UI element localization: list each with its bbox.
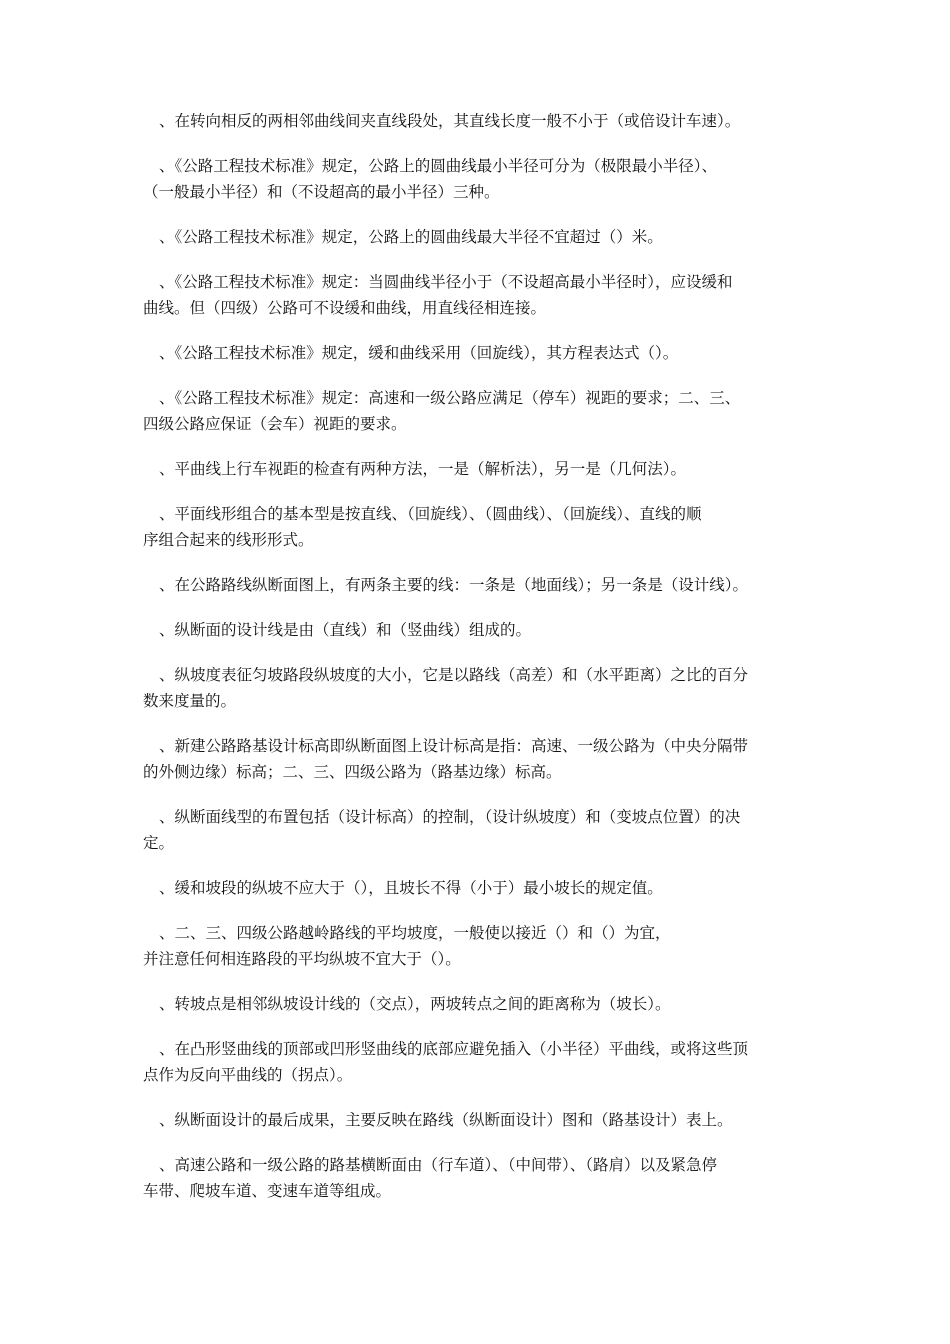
paragraph-line: 、平曲线上行车视距的检查有两种方法，一是（解析法），另一是（几何法）。: [159, 460, 687, 478]
paragraph-line: 、新建公路路基设计标高即纵断面图上设计标高是指：高速、一级公路为（中央分隔带: [159, 737, 749, 755]
paragraph-line: 、在转向相反的两相邻曲线间夹直线段处，其直线长度一般不小于（或倍设计车速）。: [159, 112, 741, 130]
paragraph-16: [143, 991, 818, 1017]
paragraph-line: 、缓和坡段的纵坡不应大于（），且坡长不得（小于）最小坡长的规定值。: [159, 879, 663, 897]
paragraph-15: [143, 920, 818, 972]
document-body: [143, 108, 818, 1223]
paragraph-line: 、纵坡度表征匀坡路段纵坡度的大小，它是以路线（高差）和（水平距离）之比的百分: [159, 666, 749, 684]
paragraph-line: 、《公路工程技术标准》规定，缓和曲线采用（回旋线），其方程表达式（）。: [159, 344, 679, 362]
paragraph-13: [143, 804, 818, 856]
paragraph-5: [143, 340, 818, 366]
paragraph-line: 数来度量的。: [143, 692, 237, 710]
paragraph-14: [143, 875, 818, 901]
paragraph-19: [143, 1152, 818, 1204]
paragraph-line: 、《公路工程技术标准》规定：高速和一级公路应满足（停车）视距的要求；二、三、: [159, 389, 741, 407]
paragraph-line: 、平面线形组合的基本型是按直线、（回旋线）、（圆曲线）、（回旋线）、直线的顺: [159, 505, 702, 523]
paragraph-line: 并注意任何相连路段的平均纵坡不宜大于（）。: [143, 950, 461, 968]
paragraph-2: [143, 153, 818, 205]
paragraph-11: [143, 662, 818, 714]
paragraph-line: 、《公路工程技术标准》规定，公路上的圆曲线最大半径不宜超过（）米。: [159, 228, 663, 246]
paragraph-line: 、转坡点是相邻纵坡设计线的（交点），两坡转点之间的距离称为（坡长）。: [159, 995, 671, 1013]
paragraph-line: 的外侧边缘）标高；二、三、四级公路为（路基边缘）标高。: [143, 763, 562, 781]
paragraph-line: 、纵断面的设计线是由（直线）和（竖曲线）组成的。: [159, 621, 532, 639]
paragraph-line: 车带、爬坡车道、变速车道等组成。: [143, 1182, 392, 1200]
paragraph-9: [143, 572, 818, 598]
paragraph-line: 序组合起来的线形形式。: [143, 531, 314, 549]
paragraph-line: 曲线。但（四级）公路可不设缓和曲线，用直线径相连接。: [143, 299, 547, 317]
paragraph-6: [143, 385, 818, 437]
paragraph-line: 、纵断面线型的布置包括（设计标高）的控制，（设计纵坡度）和（变坡点位置）的决: [159, 808, 741, 826]
paragraph-12: [143, 733, 818, 785]
paragraph-line: 定。: [143, 834, 175, 852]
paragraph-4: [143, 269, 818, 321]
paragraph-line: 、二、三、四级公路越岭路线的平均坡度，一般使以接近（）和（）为宜，: [159, 924, 671, 942]
paragraph-line: 四级公路应保证（会车）视距的要求。: [143, 415, 407, 433]
paragraph-line: 、纵断面设计的最后成果，主要反映在路线（纵断面设计）图和（路基设计）表上。: [159, 1111, 733, 1129]
paragraph-line: 、在凸形竖曲线的顶部或凹形竖曲线的底部应避免插入（小半径）平曲线，或将这些顶: [159, 1040, 749, 1058]
paragraph-line: （一般最小半径）和（不设超高的最小半径）三种。: [143, 183, 500, 201]
paragraph-1: [143, 108, 818, 134]
paragraph-line: 、高速公路和一级公路的路基横断面由（行车道）、（中间带）、（路肩）以及紧急停: [159, 1156, 718, 1174]
paragraph-line: 点作为反向平曲线的（拐点）。: [143, 1066, 353, 1084]
paragraph-line: 、《公路工程技术标准》规定，公路上的圆曲线最小半径可分为（极限最小半径）、: [159, 157, 718, 175]
paragraph-3: [143, 224, 818, 250]
paragraph-10: [143, 617, 818, 643]
paragraph-18: [143, 1107, 818, 1133]
paragraph-17: [143, 1036, 818, 1088]
paragraph-line: 、《公路工程技术标准》规定：当圆曲线半径小于（不设超高最小半径时），应设缓和: [159, 273, 733, 291]
paragraph-7: [143, 456, 818, 482]
paragraph-line: 、在公路路线纵断面图上，有两条主要的线：一条是（地面线）；另一条是（设计线）。: [159, 576, 749, 594]
paragraph-8: [143, 501, 818, 553]
